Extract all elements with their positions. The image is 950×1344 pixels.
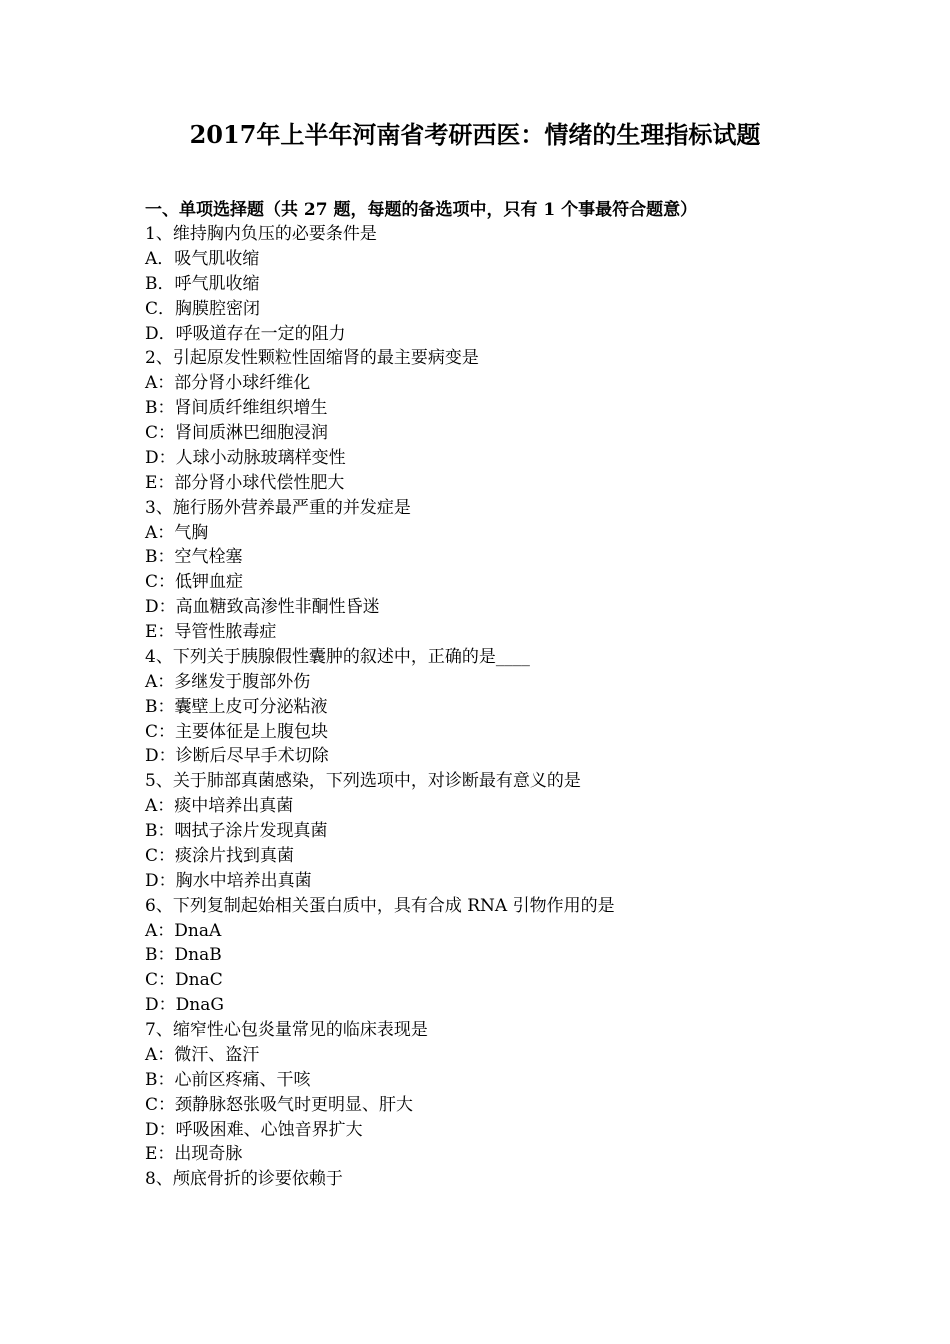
answer-option: A：DnaA <box>145 920 222 941</box>
answer-option: A：气胸 <box>145 522 209 543</box>
question-stem: 2、引起原发性颗粒性固缩肾的最主要病变是 <box>145 348 479 369</box>
answer-option: D．呼吸道存在一定的阻力 <box>145 323 346 344</box>
answer-option: A：微汗、盗汗 <box>145 1044 260 1065</box>
answer-option: D：诊断后尽早手术切除 <box>145 746 329 767</box>
answer-option: B：咽拭子涂片发现真菌 <box>145 821 328 841</box>
answer-option: D：人球小动脉玻璃样变性 <box>145 447 346 468</box>
answer-option: E：出现奇脉 <box>145 1144 243 1165</box>
answer-option: B：心前区疼痛、干咳 <box>145 1069 311 1090</box>
answer-option: C：低钾血症 <box>145 572 244 593</box>
answer-option: E：导管性脓毒症 <box>145 622 277 642</box>
answer-option: B：空气栓塞 <box>145 547 243 568</box>
question-stem: 4、下列关于胰腺假性囊肿的叙述中，正确的是____ <box>145 646 530 667</box>
answer-option: D：呼吸困难、心蚀音界扩大 <box>145 1119 363 1140</box>
answer-option: A．吸气肌收缩 <box>145 248 260 269</box>
answer-option: D：DnaG <box>145 995 224 1016</box>
answer-option: C：肾间质淋巴细胞浸润 <box>145 423 329 443</box>
answer-option: C：DnaC <box>145 970 223 991</box>
answer-option: E：部分肾小球代偿性肥大 <box>145 472 345 493</box>
question-stem: 6、下列复制起始相关蛋白质中，具有合成 RNA 引物作用的是 <box>145 895 615 916</box>
answer-option: B．呼气肌收缩 <box>145 273 260 294</box>
answer-option: D：胸水中培养出真菌 <box>145 870 312 891</box>
question-stem: 8、颅底骨折的诊要依赖于 <box>145 1169 343 1190</box>
answer-option: A：痰中培养出真菌 <box>145 796 294 817</box>
answer-option: B：肾间质纤维组织增生 <box>145 398 328 419</box>
question-stem: 1、维持胸内负压的必要条件是 <box>145 224 377 244</box>
section-heading: 一、单项选择题（共 27 题，每题的备选项中，只有 1 个事最符合题意） <box>145 200 698 220</box>
answer-option: B：DnaB <box>145 945 222 966</box>
question-stem: 5、关于肺部真菌感染，下列选项中，对诊断最有意义的是 <box>145 771 581 792</box>
answer-option: C：痰涂片找到真菌 <box>145 845 295 866</box>
question-stem: 3、施行肠外营养最严重的并发症是 <box>145 497 411 518</box>
answer-option: A：多继发于腹部外伤 <box>145 671 311 692</box>
answer-option: A：部分肾小球纤维化 <box>145 373 311 394</box>
question-list <box>145 222 845 1192</box>
answer-option: C．胸膜腔密闭 <box>145 298 261 319</box>
answer-option: C：颈静脉怒张吸气时更明显、肝大 <box>145 1094 414 1115</box>
page-title: 2017年上半年河南省考研西医：情绪的生理指标试题 <box>189 120 761 149</box>
answer-option: C：主要体征是上腹包块 <box>145 721 329 742</box>
question-stem: 7、缩窄性心包炎量常见的临床表现是 <box>145 1020 428 1040</box>
answer-option: B：囊壁上皮可分泌粘液 <box>145 696 328 717</box>
answer-option: D：高血糖致高渗性非酮性昏迷 <box>145 597 380 618</box>
